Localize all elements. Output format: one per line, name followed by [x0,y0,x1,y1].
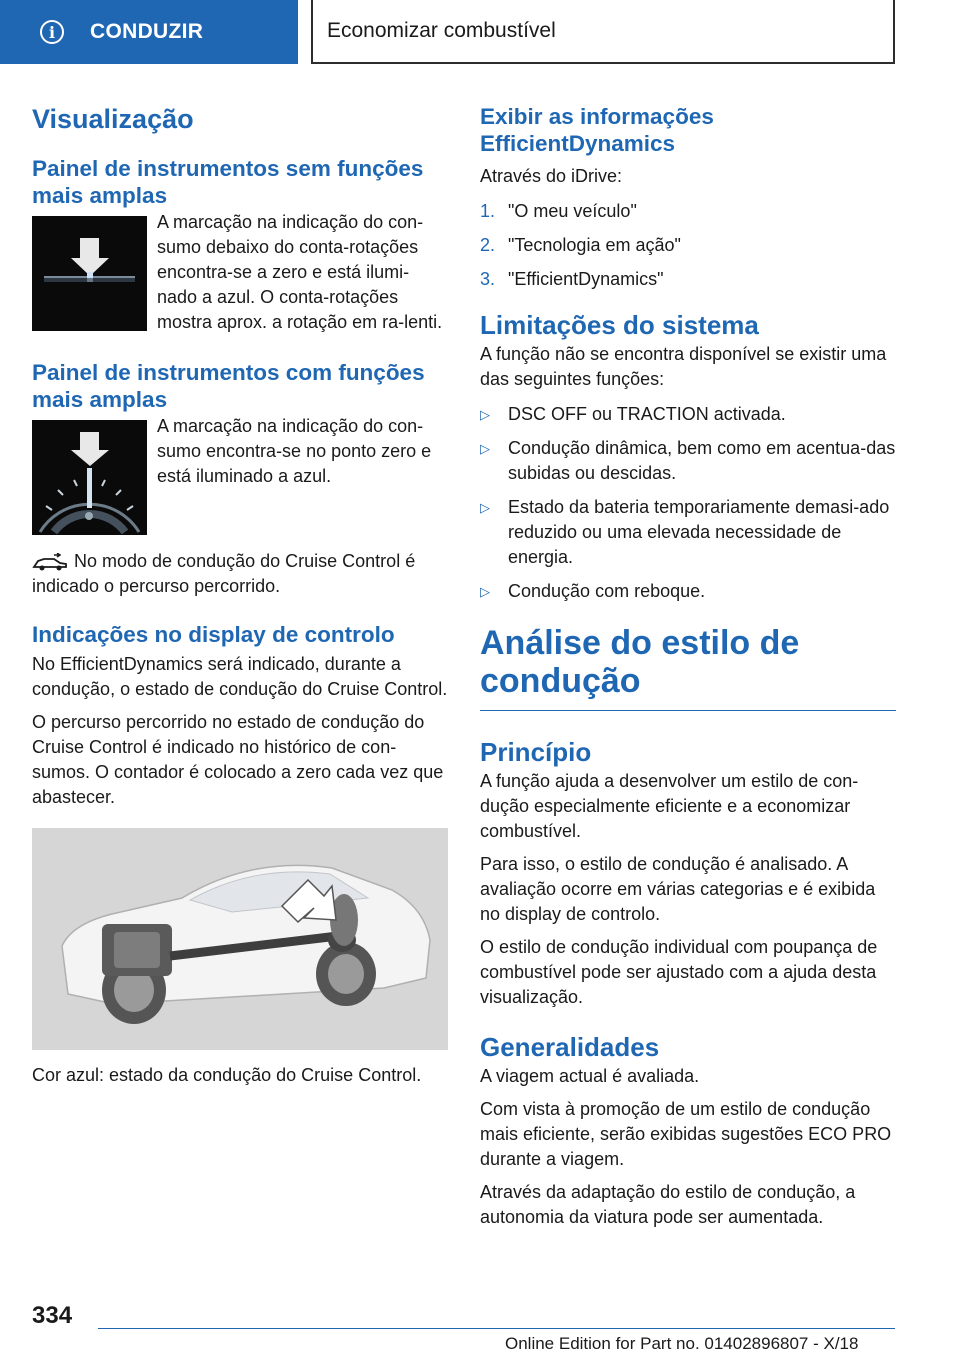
heading-generalidades: Generalidades [480,1032,660,1062]
paragraph-gen-1: A viagem actual é avaliada. [480,1066,700,1086]
step-item: 2. "Tecnologia em ação" [480,235,681,255]
gauge-dial-image [32,420,147,535]
idrive-steps [480,199,896,292]
heading-painel-sem: Painel de instrumentos sem funções mais amplas [32,156,424,208]
paragraph-indicacoes-1: No EfficientDynamics será indicado, durante a condução, o estado de condução do Cruise Control. [32,654,448,699]
instrument-figure-basic [32,216,147,331]
footer-rule [98,1328,895,1329]
page-number: 334 [32,1302,73,1329]
heading-exibir: Exibir as informações EfficientDynamics [480,104,714,156]
heading-analise: Análise do estilo de condução [480,624,800,700]
limitations-list [480,402,896,604]
car-caption: Cor azul: estado da condução do Cruise Control. [32,1065,422,1085]
heading-principio: Princípio [480,737,592,767]
paragraph-limitacoes: A função não se encontra disponível se existir uma das seguintes funções: [480,344,887,389]
paragraph-principio-2: Para isso, o estilo de condução é analisado. A avaliação ocorre em várias categorias e é exibida no display de controlo. [480,854,876,924]
list-item: ▷ Estado da bateria temporariamente demasi-ado reduzido ou uma elevada necessidade de energia. [480,495,896,570]
paragraph-principio-3: O estilo de condução individual com poupança de combustível pode ser ajustado com a ajuda desta visualização. [480,937,878,1007]
list-item: ▷ DSC OFF ou TRACTION activada. [480,402,896,427]
paragraph-principio-1: A função ajuda a desenvolver um estilo de con-dução especialmente eficiente e a economizar combustível. [480,771,859,841]
left-column [32,100,448,1088]
car-illustration [32,828,448,1050]
paragraph-atraves: Através do iDrive: [480,166,623,186]
cruise-control-car-icon [32,553,68,571]
edition-note: Online Edition for Part no. 01402896807 - X/18 [505,1334,859,1353]
paragraph-gen-2: Com vista à promoção de um estilo de condução mais eficiente, serão exibidas sugestões ECO PRO durante a viagem. [480,1099,892,1169]
heading-limitacoes: Limitações do sistema [480,310,759,340]
painel-com-block [32,414,448,539]
step-item: 1. "O meu veículo" [480,201,637,221]
painel-sem-block [32,210,448,335]
paragraph-painel-sem: A marcação na indicação do con-sumo debaixo do conta-rotações encontra-se a zero e está ilumi-nado a azul. O conta-rotações mostra aprox. a rotação em ra-lenti. [157,212,443,332]
bullet-triangle-icon: ▷ [480,500,490,515]
heading-painel-com: Painel de instrumentos com funções mais amplas [32,360,425,412]
chapter-header [311,0,895,64]
section-rule [480,710,896,711]
list-item: ▷ Condução dinâmica, bem como em acentua-das subidas ou descidas. [480,436,896,486]
chapter-title: Economizar combustível [327,19,556,42]
section-tab [0,0,298,64]
cruise-text: No modo de condução do Cruise Control é indicado o percurso percorrido. [32,551,416,596]
info-icon: i [40,20,64,44]
paragraph-gen-3: Através da adaptação do estilo de condução, a autonomia da viatura pode ser aumentada. [480,1182,856,1227]
paragraph-painel-com: A marcação na indicação do con-sumo encontra-se no ponto zero e está iluminado a azul. [157,416,432,486]
heading-visualizacao: Visualização [32,104,194,134]
bullet-triangle-icon: ▷ [480,584,490,599]
paragraph-cruise [32,549,448,599]
heading-indicacoes: Indicações no display de controlo [32,622,395,647]
car-drivetrain-figure [32,828,448,1050]
section-title: CONDUZIR [90,20,204,43]
bullet-triangle-icon: ▷ [480,407,490,422]
paragraph-indicacoes-2: O percurso percorrido no estado de condução do Cruise Control é indicado no histórico de con-sumos. O contador é colocado a zero cada vez que abastecer. [32,712,444,807]
step-item: 3. "EfficientDynamics" [480,269,664,289]
list-item: ▷ Condução com reboque. [480,579,896,604]
gauge-marker-image [32,216,147,331]
bullet-triangle-icon: ▷ [480,441,490,456]
right-column [480,100,896,1230]
instrument-figure-extended [32,420,147,535]
